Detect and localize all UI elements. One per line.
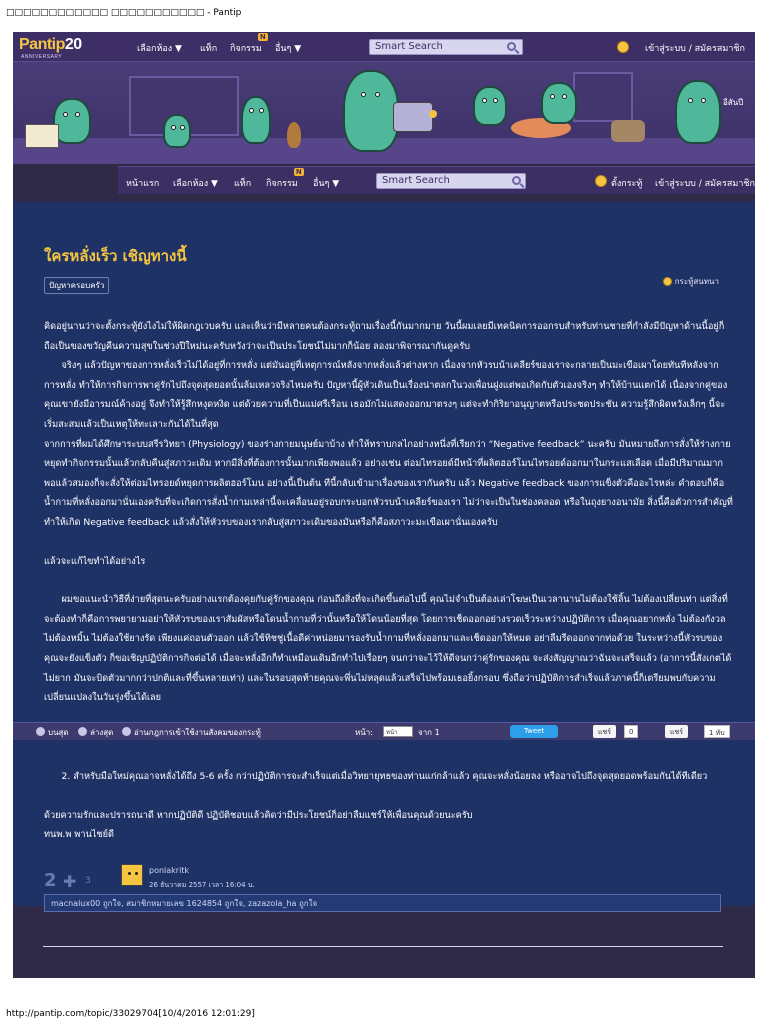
guitar-prop xyxy=(287,122,301,148)
nav-tags-2[interactable]: แท็ก xyxy=(234,179,252,189)
topic-type-label: กระทู้สนทนา xyxy=(674,277,719,286)
share-button[interactable]: แชร์ xyxy=(593,725,616,738)
mascot-food xyxy=(473,86,507,126)
share-button-2[interactable]: แชร์ xyxy=(665,725,688,738)
smile-icon[interactable] xyxy=(617,41,629,53)
share-count: 0 xyxy=(624,725,638,738)
create-topic-link[interactable]: ตั้งกระทู้ xyxy=(611,179,643,189)
topic-title: ใครหลั่งเร็ว เชิญทางนี้ xyxy=(44,247,187,265)
topic-panel xyxy=(13,202,755,906)
nav-more[interactable]: อื่นๆ ▼ xyxy=(275,44,302,54)
arrow-down-icon[interactable] xyxy=(78,727,87,736)
nav-activity-label: กิจกรรม xyxy=(230,44,262,54)
paragraph: ด้วยความรักและปรารถนาดี หากปฏิบัติดี ปฏิบัติชอบแล้วคิดว่ามีประโยชน์ก็อย่าลืมแชร์ให้เพื่อนคุณด้วยนะครับ xyxy=(44,809,473,821)
paragraph: คิดอยู่นานว่าจะตั้งกระทู้ยังไงไม่ให้ผิดกฎเวบครับ และเห็นว่ามีหลายคนต้องกระทู้ถามเรื่องนี้กันมากมาย วันนี้ผมเลยมีเทคนิคการออกรบสำหรับท่านชายที่กำลังมีปัญหาด้านนี้อยู่ก็ถือเป็นของขวัญคืนความสุขในช่วงปีใหม่นะครับหวังว่าจะเป็นประโยชน์ไม่มากก็น้อย ลองมาพิจารณากันดูครับ xyxy=(44,321,725,352)
new-badge: N xyxy=(259,33,266,41)
scroll-top-link[interactable]: บนสุด xyxy=(48,728,69,737)
rules-icon xyxy=(122,727,131,736)
divider xyxy=(43,946,723,947)
topic-body-cont xyxy=(44,767,734,845)
nav-more-2[interactable]: อื่นๆ ▼ xyxy=(313,179,340,189)
mascot-small xyxy=(163,114,191,148)
top-nav xyxy=(13,32,755,62)
topic-type-icon xyxy=(663,277,672,286)
topic-body xyxy=(44,317,734,708)
computer-prop xyxy=(393,102,433,132)
logo-number: 20 xyxy=(64,36,82,53)
smile-prop xyxy=(429,110,437,118)
paragraph-heading: แล้วจะแก้ไขทำได้อย่างไร xyxy=(44,555,146,567)
plus-icon[interactable]: ✚ xyxy=(63,872,77,891)
vote-count: 2 xyxy=(44,870,57,891)
login-link[interactable]: เข้าสู่ระบบ / สมัครสมาชิก xyxy=(645,44,745,54)
scroll-bottom-link[interactable]: ล่างสุด xyxy=(90,728,114,737)
search-icon[interactable] xyxy=(512,176,521,185)
nav-rooms-2[interactable]: เลือกห้อง ▼ xyxy=(173,179,218,189)
mascot-main xyxy=(343,70,399,152)
logo-subtitle: ANNIVERSARY xyxy=(21,54,63,60)
nav-home[interactable]: หน้าแรก xyxy=(126,179,160,189)
page-label: หน้า: xyxy=(355,728,373,737)
browser-title: □□□□□□□□□□□□ □□□□□□□□□□□ - Pantip xyxy=(6,8,242,18)
mascot-guitar xyxy=(241,96,271,144)
browser-footer-url: http://pantip.com/topic/33029704[10/4/2016 12:01:29] xyxy=(6,1009,255,1019)
new-badge: N xyxy=(295,168,302,176)
paragraph: จริงๆ แล้วปัญหาของการหลั่งเร็วไม่ได้อยู่ที่การหลั่ง แต่มันอยู่ที่เหตุการณ์หลังจากหลั่งแล้วต่างหาก เนื่องจากหัวรบน้าเคลียร์ของเราจะกลายเป็นมะเขือเผาโดยทันทีหลังจากการหลั่ง ทำให้การกิจการพาคู่รักไปถึงจุดสุดยอดนั้นล้มเหลวจริงไหมครับ ปัญหานี้ผู้หัวเดินเป็นเรื่องน่าตลกในวงเพื่อนฝูงแต่พอเกิดกับตัวเองจริงๆ ทำให้บ้านแตกได้ เนื่องจากคู่ของคุณเขายังมีอารมณ์ค้างอยู่ จึงทำให้รู้สึกหงุดหงิด แต่ด้วยความที่เป็นแม่ศรีเรือน เธอมักไม่แสดงออกมาตรงๆ แต่จะทำกิริยาอนุญาตหรือประชดประชัน ความรู้สึกผิดหวังเล็กๆ นี้จะเริ่มสะสมแล้วเป็นเหตุให้ทะเลาะกันได้ในที่สุด xyxy=(44,360,728,430)
nav-rooms[interactable]: เลือกห้อง ▼ xyxy=(137,44,182,54)
logo-text: Pantip xyxy=(19,36,65,53)
emotion-count[interactable]: 3 xyxy=(85,876,91,886)
paragraph: ผมขอแนะนำวิธีที่ง่ายที่สุดนะครับอย่างแรกต้องคุยกับคู่รักของคุณ ก่อนถึงสิ่งที่จะเกิดขึ้นต่อไปนี้ คุณไม่จำเป็นต้องเล่าโฆษเป็นเวลานานไม่ต้องใช้ลิ้น ไม่ต้องเปลี่ยนท่า แต่สิ่งที่จะต้องทำก็คือการพยายามอย่าให้หัวรบของเราสัมผัสหรือโดนน้ำกามที่ว่านั้นหรือให้โดนน้อยที่สุด โดยการเช็ดออกอย่างรวดเร็วระหว่างปฏิบัติการ เมื่อคุณอยากหลั่ง ไม่ต้องกังวล ไม่ต้องหมิ้น ไม่ต้องใช้ยางรัด เพียงแค่ถอนตัวออก แล้วใช้ทิชชู่เนื้อดีค่าหน่อยมารองรับน้ำกามที่หลั่งออกมาและเช็ดออกให้หมด อย่าลืมรีดออกจากท่อด้วย ในระหว่างนี้หัวรบของคุณจะยังแข็งตัว ก็ขอเชิญปฏิบัติการกิจต่อได้ เมื่อจะหลั่งอีกก็ทำเหมือนเดิมอีกทำไปเรื่อยๆ จนกว่าจะไว้ให้ดีจนกว่าคู่รักของคุณ จะส่งสัญญาณว่าฉันจะเสร็จแล้ว (อาการนี้สังเกตได้ไม่ยาก มันจะบิดตัวมากกว่าปกติและที่ขึ้นหลายเท่า) และในรอบสุดท้ายคุณจะพึ่นไม่หลุดแล้วเสร็จไปพร้อมเธอยิ้งกรอบ ซึ่งถือว่าปฏิบัติการสำเร็จแล้วภาคนี้ก็เตรียมพบกับความเปลี่ยนแปลงในวันรุ่งขึ้นได้เลย xyxy=(44,594,732,704)
paragraph: 2. สำหรับมือใหม่คุณอาจหลั่งได้ถึง 5-6 ครั้ง กว่าปฏิบัติการจะสำเร็จแต่เมื่อวิทยายุทธของท่านแก่กล้าแล้ว คุณจะหลั่งน้อยลง หรืออาจไปถึงจุดสุดยอดพร้อมกันได้ทีเดียว xyxy=(44,771,708,782)
topic-type xyxy=(663,275,719,288)
page-select[interactable]: หน้า xyxy=(383,726,413,737)
paragraph: จากการที่ผมได้ศึกษาระบบสรีรวิทยา (Physiology) ของร่างกายมนุษย์มาบ้าง ทำให้ทราบกลไกอย่างหนึ่งที่เรียกว่า “Negative feedback” นะครับ มันหมายถึงการสั่งให้ร่างกายหยุดทำกิจกรรมนั้นแล้วกลับคืนสู่สภาวะเดิม หากมีสิ่งที่ต้องการนั้นมากเพียงพอแล้ว อย่างเช่น ต่อมไทรอยด์มีหน้าที่ผลิตฮอร์โมนไทรอยด์ออกมาในกระแสเลือด เมื่อมีปริมาณมากพอแล้วสมองก็จะสั่งให้ต่อมไทรอยด์หยุดการผลิตฮอร์โมน อย่างนี้เป็นต้น ทีนี้กลับเข้ามาเรื่องของเรากันครับ แล้ว Negative feedback ของการแข็งตัวคืออะไรหล่ะ คำตอบก็คือน้ำกามที่หลั่งออกมานั่นเองครับที่จะเกิดการสั่งน้ำกามเหล่านี้จะเคลื่อนอยู่รอบกระบอกหัวรบน้าเคลียร์ของเรา ไม่ว่าจะเป็นในช่องคลอด หรือในถุงยางอนามัย สิ่งนี้คือตัวการสำคัญที่ทำให้เกิด Negative feedback แล้วสั่งให้หัวรบของเรากลับสู่สภาวะเดิมของมันหรือก็คือสภาวะมะเขือเผานั่นเองครับ xyxy=(44,438,733,528)
topic-tag[interactable]: ปัญหาครอบครัว xyxy=(44,277,109,294)
login-link-2[interactable]: เข้าสู่ระบบ / สมัครสมาชิก xyxy=(655,179,755,189)
mascot-right xyxy=(675,80,721,144)
post-date: 26 ธันวาคม 2557 เวลา 16:04 น. xyxy=(149,881,255,889)
signature: ทนพ.พ พานไชย์ดี xyxy=(44,829,114,841)
pantip-page xyxy=(13,32,755,978)
tweet-button[interactable]: Tweet xyxy=(510,725,558,738)
search-icon[interactable] xyxy=(507,42,516,51)
create-topic-icon xyxy=(595,175,607,187)
read-rules-link[interactable]: อ่านกฎการเข้าใช้งานสังคมของกระทู้ xyxy=(134,728,261,737)
book-prop xyxy=(25,124,59,148)
username[interactable]: ponlakritk xyxy=(149,866,190,875)
header-banner xyxy=(13,62,755,164)
nav-activity-label: กิจกรรม xyxy=(266,179,298,189)
bookshelf xyxy=(573,72,633,122)
search-input[interactable]: Smart Search xyxy=(369,39,523,55)
nav-activity[interactable] xyxy=(230,33,266,55)
pantip-logo[interactable] xyxy=(19,36,82,60)
share-count-2: 1 หับ xyxy=(704,725,730,738)
avatar[interactable] xyxy=(121,864,143,886)
banner-anniversary-text: อีสันปี xyxy=(723,98,744,107)
secondary-nav xyxy=(118,166,755,194)
horse-prop xyxy=(611,120,645,142)
nav-activity-2[interactable] xyxy=(266,168,302,190)
arrow-up-icon[interactable] xyxy=(36,727,45,736)
nav-tags[interactable]: แท็ก xyxy=(200,44,218,54)
page-total: จาก 1 xyxy=(418,728,440,737)
post-toolbar xyxy=(13,722,755,740)
likes-list: macnalux00 ถูกใจ, สมาชิกหมายเลข 1624854 ถูกใจ, zazazola_ha ถูกใจ xyxy=(44,894,721,912)
mascot-tv xyxy=(541,82,577,124)
search-input-2[interactable]: Smart Search xyxy=(376,173,526,189)
